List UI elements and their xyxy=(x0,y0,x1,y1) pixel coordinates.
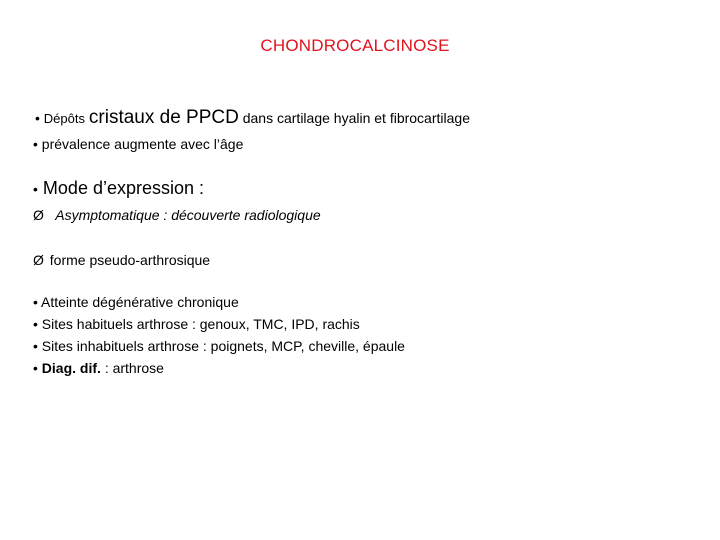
bullet-unusual-sites xyxy=(33,336,405,356)
slide-title: CHONDROCALCINOSE xyxy=(260,36,450,55)
bullet-usual-sites xyxy=(33,314,360,334)
usual-sites-text: Sites habituels arthrose : genoux, TMC, IPD, rachis xyxy=(41,316,360,332)
ppcd-crystals-text: cristaux de PPCD xyxy=(88,107,239,128)
asymptomatic-text: Asymptomatique : découverte radiologique xyxy=(55,207,321,223)
bullet-ppcd-deposits xyxy=(35,108,470,129)
arrow-item-asymptomatic xyxy=(33,205,321,225)
bullet-prevalence xyxy=(33,134,243,154)
deposits-prefix: Dépôts xyxy=(43,111,85,126)
arrow-marker-icon: Ø xyxy=(33,207,44,223)
arrow-item-pseudo-arthrosic xyxy=(33,250,210,270)
bullet-marker: • xyxy=(33,181,38,197)
diag-dif-label: Diag. dif. xyxy=(41,360,101,376)
bullet-marker: • xyxy=(33,316,38,332)
mode-expression-text: Mode d’expression : xyxy=(42,178,205,198)
bullet-chronic-degenerative xyxy=(33,292,239,312)
diag-dif-text: : arthrose xyxy=(104,360,164,376)
prevalence-text: prévalence augmente avec l’âge xyxy=(41,136,244,152)
bullet-differential-diagnosis xyxy=(33,358,164,378)
bullet-marker: • xyxy=(35,110,40,126)
bullet-mode-expression xyxy=(33,178,204,199)
pseudo-arthrosic-text: forme pseudo-arthrosique xyxy=(49,252,211,268)
chronic-degenerative-text: Atteinte dégénérative chronique xyxy=(41,294,239,310)
unusual-sites-text: Sites inhabituels arthrose : poignets, MCP, cheville, épaule xyxy=(41,338,405,354)
bullet-marker: • xyxy=(33,360,38,376)
deposits-suffix: dans cartilage hyalin et fibrocartilage xyxy=(242,110,470,126)
arrow-marker-icon: Ø xyxy=(33,252,44,268)
bullet-marker: • xyxy=(33,294,38,310)
bullet-marker: • xyxy=(33,136,38,152)
bullet-marker: • xyxy=(33,338,38,354)
